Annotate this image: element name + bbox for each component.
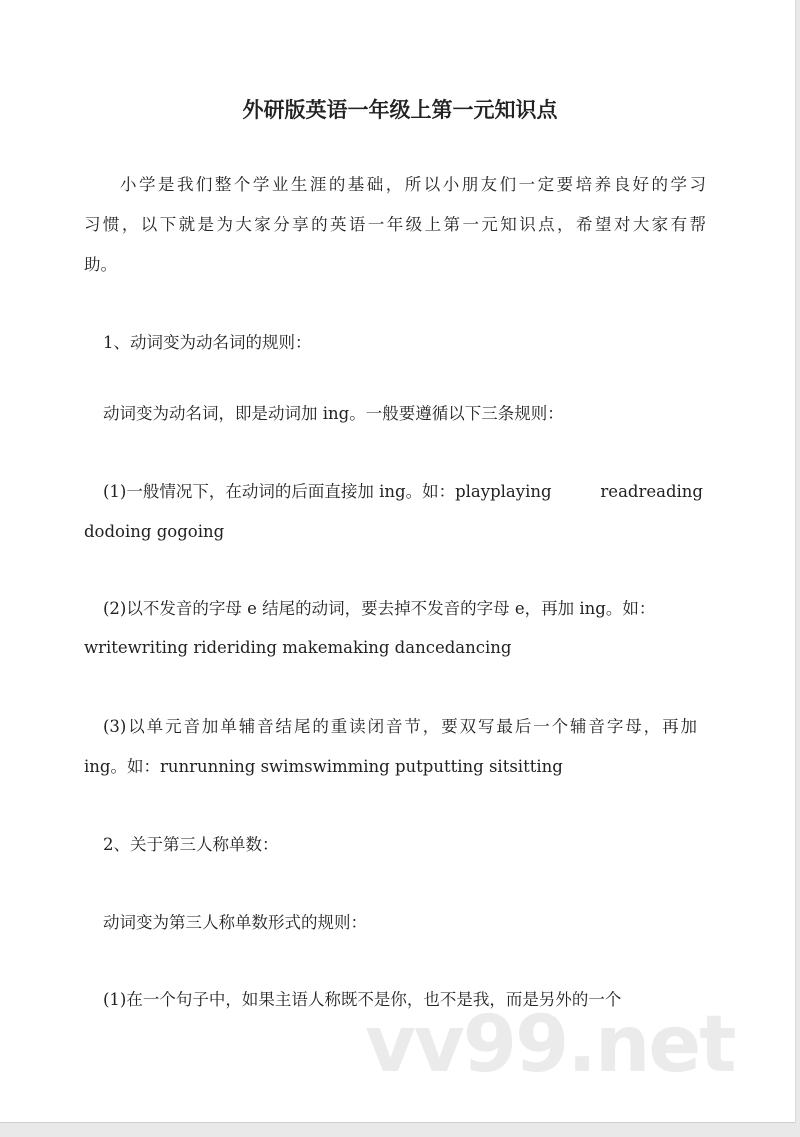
rule3-line-2: ing。如：runrunning swimswimming putputting sitsitting [84,757,563,776]
section2-heading: 2、关于第三人称单数： [103,835,279,854]
document-title: 外研版英语一年级上第一元知识点 [242,98,558,122]
intro-line-2: 习惯，以下就是为大家分享的英语一年级上第一元知识点，希望对大家有帮 [84,215,706,234]
intro-line-1: 小学是我们整个学业生涯的基础，所以小朋友们一定要培养良好的学习 [120,175,706,194]
rule2-line-1: (2)以不发音的字母 e 结尾的动词，要去掉不发音的字母 e，再加 ing。如： [103,599,656,618]
rule3-line-1: (3)以单元音加单辅音结尾的重读闭音节，要双写最后一个辅音字母，再加 [103,717,697,736]
section1-heading: 1、动词变为动名词的规则： [103,333,312,352]
rule1-line-2: dodoing gogoing [84,522,225,541]
section1-desc: 动词变为动名词，即是动词加 ing。一般要遵循以下三条规则： [103,404,564,423]
intro-line-3: 助。 [84,255,117,274]
rule1-line-1: (1)一般情况下，在动词的后面直接加 ing。如：playplaying [103,482,552,501]
section2-desc: 动词变为第三人称单数形式的规则： [103,913,367,932]
rule1-line-1-end: readreading [600,482,703,501]
watermark: vv99.net [365,1000,735,1090]
rule2-line-2: writewriting rideriding makemaking dancedancing [84,638,512,657]
section2-rule1: (1)在一个句子中，如果主语人称既不是你，也不是我，而是另外的一个 [103,990,622,1009]
